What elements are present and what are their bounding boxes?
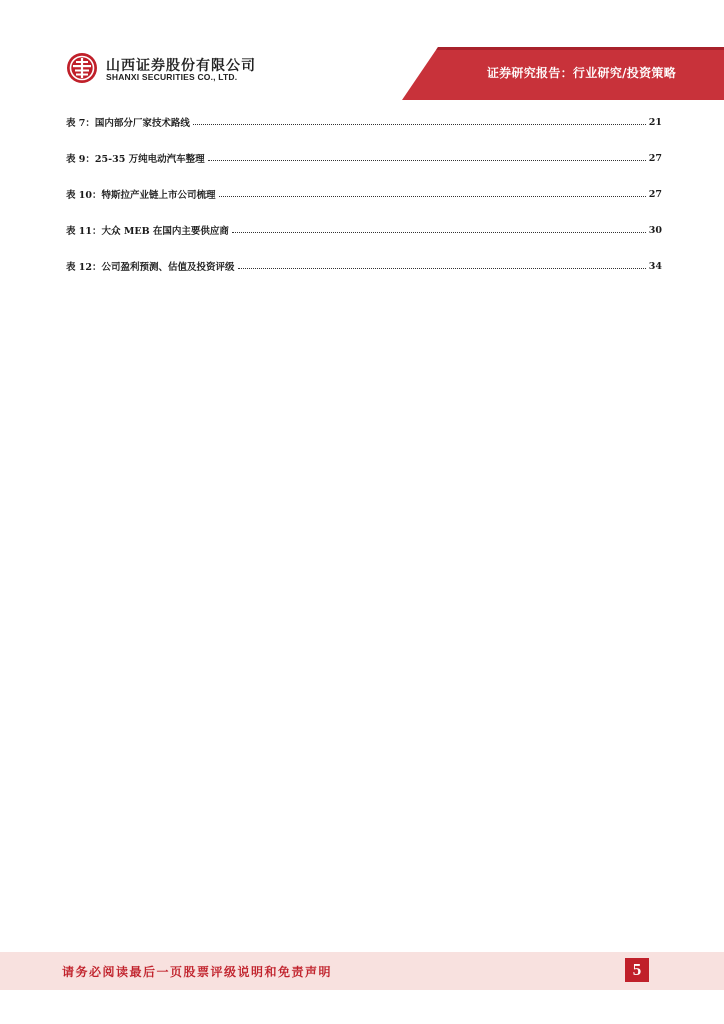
toc-entry-label: 表 11：大众 MEB 在国内主要供应商 (66, 226, 229, 237)
toc-entry-label: 表 12：公司盈利预测、估值及投资评级 (66, 262, 235, 273)
header-banner-shape (0, 0, 724, 100)
toc-entry-page: 27 (648, 188, 662, 200)
page-header (0, 0, 724, 100)
toc-entry-page: 30 (648, 224, 662, 236)
company-name-en: SHANXI SECURITIES CO., LTD. (106, 72, 238, 82)
toc-leader-dots (193, 115, 646, 125)
toc-entry[interactable] (66, 212, 662, 248)
toc-entry[interactable] (66, 176, 662, 212)
page-footer (0, 952, 724, 990)
toc-leader-dots (219, 187, 646, 197)
company-name-cn: 山西证券股份有限公司 (106, 58, 256, 74)
toc-entry-label: 表 7：国内部分厂家技术路线 (66, 118, 190, 129)
toc-leader-dots (208, 151, 646, 161)
toc-leader-dots (238, 259, 646, 269)
toc-entry-page: 27 (648, 152, 662, 164)
toc-entry[interactable] (66, 140, 662, 176)
toc-entry-page: 21 (648, 116, 662, 128)
toc-leader-dots (232, 223, 646, 233)
toc-entry-label: 表 10：特斯拉产业链上市公司梳理 (66, 190, 216, 201)
toc-entry[interactable] (66, 104, 662, 140)
report-type-banner: 证券研究报告：行业研究/投资策略 (486, 66, 676, 80)
toc-entry-page: 34 (648, 260, 662, 272)
toc-entry-label: 表 9：25-35 万纯电动汽车整理 (66, 154, 205, 165)
company-logo-icon (66, 52, 98, 84)
page-number: 5 (625, 958, 649, 982)
toc-entry[interactable] (66, 248, 662, 284)
disclaimer-notice: 请务必阅读最后一页股票评级说明和免责声明 (62, 965, 333, 979)
table-of-contents (66, 104, 662, 284)
